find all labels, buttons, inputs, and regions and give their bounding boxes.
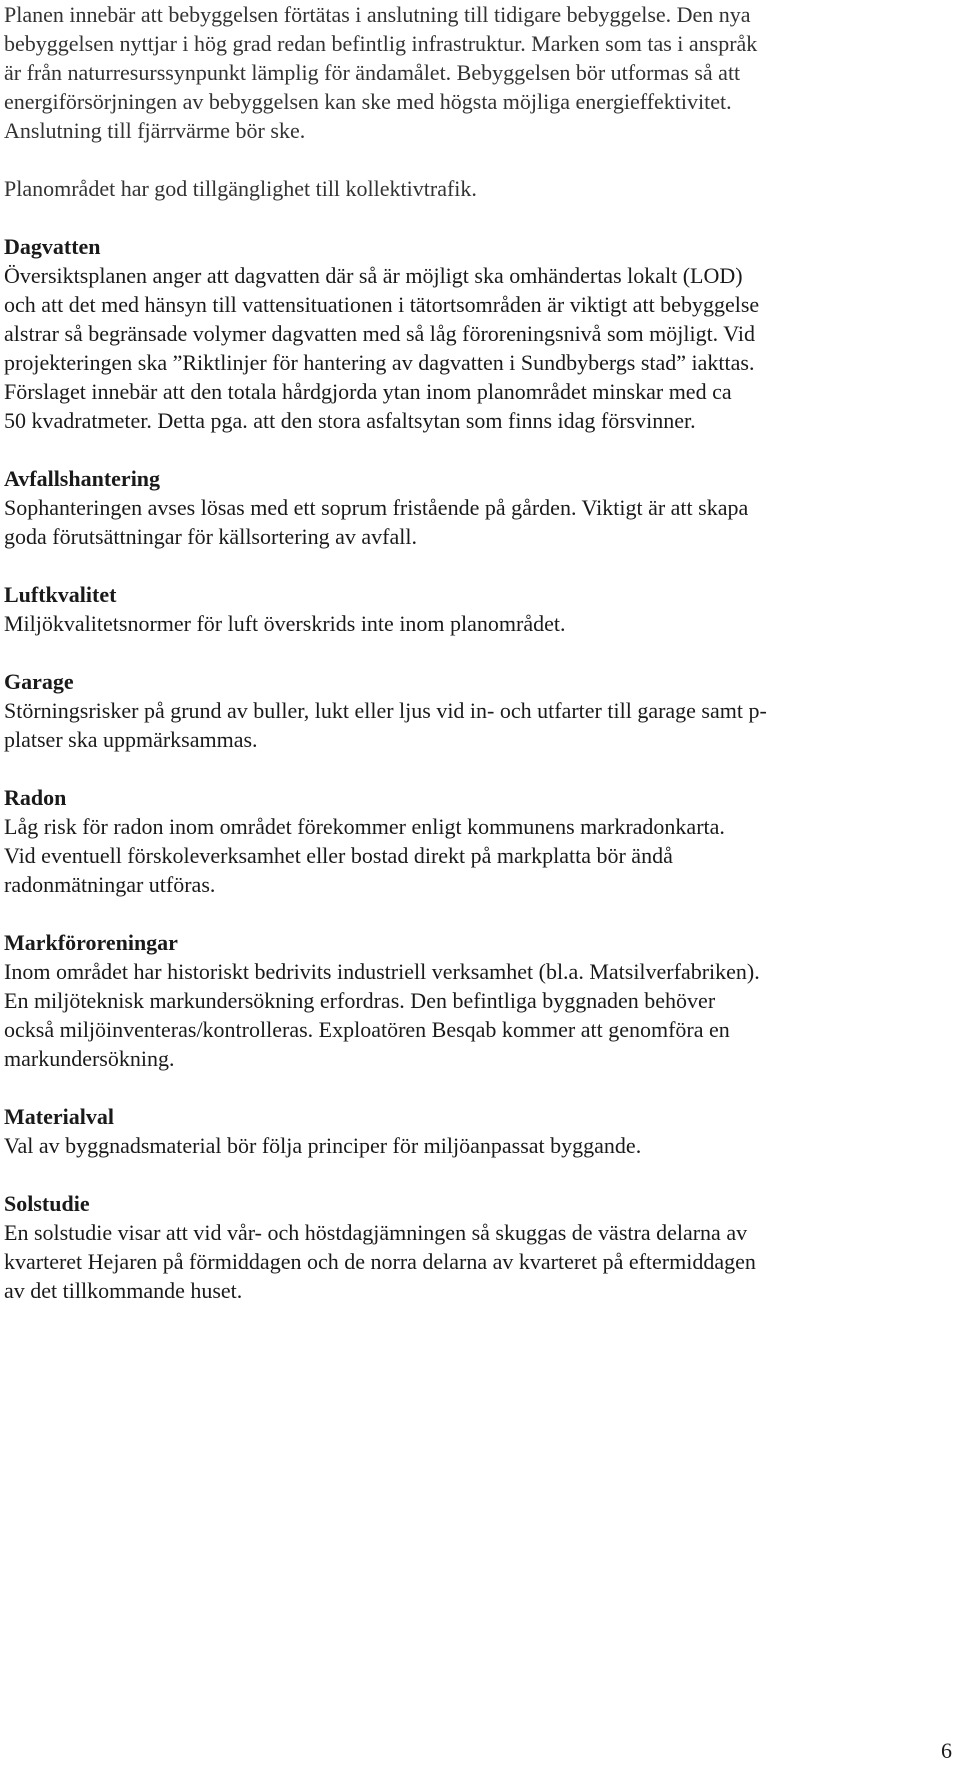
- document-page: [4, 0, 952, 1305]
- section-text: Störningsrisker på grund av buller, lukt eller ljus vid in- och utfarter till garage samt p- platser ska uppmärksammas.: [4, 698, 767, 752]
- section-text: Miljökvalitetsnormer för luft överskrids inte inom planområdet.: [4, 611, 566, 636]
- section-heading: Materialval: [4, 1104, 114, 1129]
- section-materialval: [4, 1102, 952, 1160]
- spacer: [4, 754, 952, 783]
- section-markfororeningar: [4, 928, 952, 1073]
- section-radon: [4, 783, 952, 899]
- page-number: 6: [941, 1738, 952, 1763]
- spacer: [4, 203, 952, 232]
- spacer: [4, 1160, 952, 1189]
- section-text: Låg risk för radon inom området förekommer enligt kommunens markradonkarta. Vid eventuell förskoleverksamhet eller bostad direkt på markplatta bör ändå radonmätningar utföras.: [4, 814, 725, 897]
- section-text: Sophanteringen avses lösas med ett soprum fristående på gården. Viktigt är att skapa goda förutsättningar för källsortering av avfall.: [4, 495, 749, 549]
- section-avfallshantering: [4, 464, 952, 551]
- section-heading: Garage: [4, 669, 74, 694]
- section-heading: Radon: [4, 785, 67, 810]
- spacer: [4, 551, 952, 580]
- intro-paragraph: Planen innebär att bebyggelsen förtätas i anslutning till tidigare bebyggelse. Den nya bebyggelsen nyttjar i hög grad redan befintlig infrastruktur. Marken som tas i anspråk är från naturresurssynpunkt lämplig för ändamålet. Bebyggelsen bör utformas så att energiförsörjningen av bebyggelsen kan ske med högsta möjliga energieffektivitet. Anslutning till fjärrvärme bör ske.: [4, 2, 758, 143]
- section-text: En solstudie visar att vid vår- och höstdagjämningen så skuggas de västra delarna av kvarteret Hejaren på förmiddagen och de norra delarna av kvarteret på eftermiddagen av det tillkommande huset.: [4, 1220, 756, 1303]
- section-solstudie: [4, 1189, 952, 1305]
- section-garage: [4, 667, 952, 754]
- spacer: [4, 1073, 952, 1102]
- section-luftkvalitet: [4, 580, 952, 638]
- section-heading: Luftkvalitet: [4, 582, 117, 607]
- section-heading: Solstudie: [4, 1191, 90, 1216]
- section-heading: Dagvatten: [4, 234, 101, 259]
- section-heading: Markföroreningar: [4, 930, 178, 955]
- section-text: Val av byggnadsmaterial bör följa principer för miljöanpassat byggande.: [4, 1133, 642, 1158]
- transit-paragraph: Planområdet har god tillgänglighet till kollektivtrafik.: [4, 176, 477, 201]
- section-heading: Avfallshantering: [4, 466, 161, 491]
- section-text: Översiktsplanen anger att dagvatten där så är möjligt ska omhändertas lokalt (LOD) och att det med hänsyn till vattensituationen i tätortsområden är viktigt att bebyggelse alstrar så begränsade volymer dagvatten med så låg föroreningsnivå som möjligt. Vid projekteringen ska ”Riktlinjer för hantering av dagvatten i Sundbybergs stad” iakttas. Förslaget innebär att den totala hårdgjorda ytan inom planområdet minskar med ca 50 kvadratmeter. Detta pga. att den stora asfaltsytan som finns idag försvinner.: [4, 263, 760, 433]
- spacer: [4, 899, 952, 928]
- spacer: [4, 435, 952, 464]
- section-dagvatten: [4, 232, 952, 435]
- spacer: [4, 145, 952, 174]
- spacer: [4, 638, 952, 667]
- section-text: Inom området har historiskt bedrivits industriell verksamhet (bl.a. Matsilverfabriken). En miljöteknisk markundersökning erfordras. Den befintliga byggnaden behöver också miljöinventeras/kontrolleras. Exploatören Besqab kommer att genomföra en markundersökning.: [4, 959, 760, 1071]
